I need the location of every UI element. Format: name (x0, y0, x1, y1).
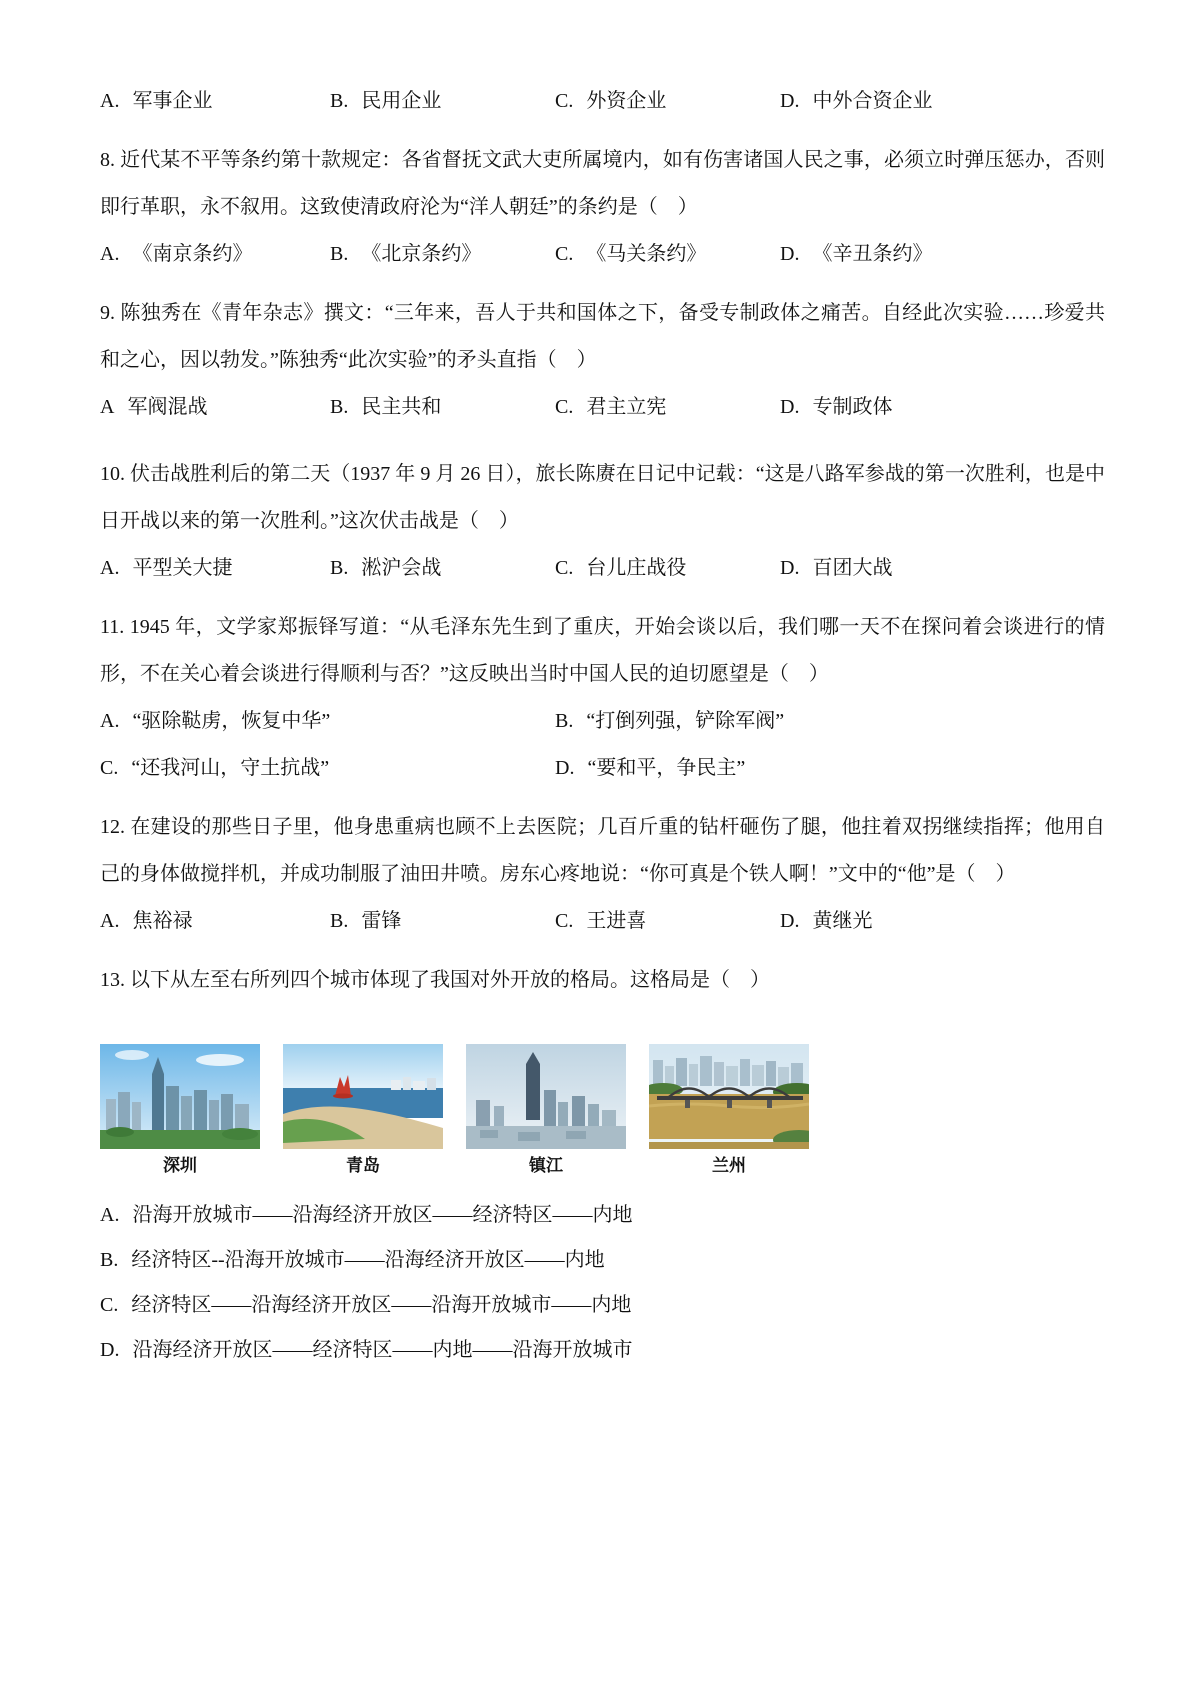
option-label: C. (100, 757, 119, 779)
q11-stem: 11. 1945 年，文学家郑振铎写道：“从毛泽东先生到了重庆，开始会谈以后，我们哪一天不在探问着会谈进行的情形，不在关心着会谈进行得顺利与否？”这反映出当时中国人民的迫切愿望是（ ） (100, 616, 1105, 685)
option-label: C. (555, 557, 574, 579)
option-text: 经济特区——沿海经济开放区——沿海开放城市——内地 (131, 1294, 632, 1316)
option-label: A. (100, 910, 120, 932)
option-text: 中外合资企业 (812, 90, 933, 112)
option-label: B. (330, 396, 349, 418)
q11-options-row-2 (100, 745, 1105, 792)
city-label-zhenjiang: 镇江 (529, 1156, 563, 1175)
q8-option-d (780, 231, 1105, 278)
q12-option-a (100, 898, 330, 945)
q11-option-c (100, 745, 555, 792)
option-label: D. (780, 90, 800, 112)
question-12 (100, 804, 1105, 945)
option-text: 军事企业 (132, 90, 213, 112)
q7-option-b (330, 78, 555, 125)
q11-options-row-1 (100, 698, 1105, 745)
q9-option-c (555, 384, 780, 431)
option-text: 淞沪会战 (361, 557, 442, 579)
option-text: 黄继光 (812, 910, 873, 932)
option-label: D. (100, 1339, 120, 1361)
q13-options (100, 1193, 1105, 1373)
city-label-qingdao: 青岛 (346, 1156, 380, 1175)
q12-stem: 12. 在建设的那些日子里，他身患重病也顾不上去医院；几百斤重的钻杆砸伤了腿，他拄着双拐继续指挥；他用自己的身体做搅拌机，并成功制服了油田井喷。房东心疼地说：“你可真是个铁人啊！”文中的“他”是（ ） (100, 816, 1105, 885)
q13-stem: 13. 以下从左至右所列四个城市体现了我国对外开放的格局。这格局是（ ） (100, 969, 770, 991)
city-figure-zhenjiang (466, 1044, 626, 1177)
city-label-lanzhou: 兰州 (712, 1156, 746, 1175)
option-label: C. (555, 243, 574, 265)
question-13 (100, 957, 1105, 1373)
question-9 (100, 290, 1105, 431)
option-text: 《北京条约》 (361, 243, 482, 265)
option-label: D. (555, 757, 575, 779)
q10-options (100, 545, 1105, 592)
q7-option-d (780, 78, 1105, 125)
option-label: B. (330, 90, 349, 112)
q13-option-a (100, 1193, 1105, 1238)
q9-option-a (100, 384, 330, 431)
q9-options (100, 384, 1105, 431)
city-figure-qingdao (283, 1044, 443, 1177)
q12-option-d (780, 898, 1105, 945)
option-label: C. (555, 396, 574, 418)
option-label: B. (330, 557, 349, 579)
option-text: 百团大战 (812, 557, 893, 579)
question-10 (100, 451, 1105, 592)
option-label: B. (100, 1249, 119, 1271)
option-label: C. (555, 910, 574, 932)
q8-stem: 8. 近代某不平等条约第十款规定：各省督抚文武大吏所属境内，如有伤害诸国人民之事，必须立时弹压惩办，否则即行革职，永不叙用。这致使清政府沦为“洋人朝廷”的条约是（ ） (100, 149, 1105, 218)
option-text: 民主共和 (361, 396, 442, 418)
option-text: 王进喜 (586, 910, 647, 932)
option-label: A (100, 396, 115, 418)
q9-option-b (330, 384, 555, 431)
option-text: 《辛丑条约》 (812, 243, 933, 265)
q7-option-c (555, 78, 780, 125)
q11-option-d (555, 745, 1105, 792)
city-photos (100, 1044, 1105, 1177)
option-text: “打倒列强，铲除军阀” (586, 710, 785, 732)
q8-options (100, 231, 1105, 278)
city-figure-lanzhou (649, 1044, 809, 1177)
option-label: A. (100, 243, 120, 265)
option-text: “驱除鞑虏，恢复中华” (132, 710, 331, 732)
q13-option-c (100, 1283, 1105, 1328)
option-text: 沿海经济开放区——经济特区——内地——沿海开放城市 (132, 1339, 633, 1361)
q10-option-b (330, 545, 555, 592)
option-label: A. (100, 90, 120, 112)
q11-option-a (100, 698, 555, 745)
option-label: A. (100, 1204, 120, 1226)
option-text: 君主立宪 (586, 396, 667, 418)
option-text: 平型关大捷 (132, 557, 233, 579)
zhenjiang-city-photo (466, 1044, 626, 1149)
q13-option-d (100, 1328, 1105, 1373)
q11-option-b (555, 698, 1105, 745)
q10-option-d (780, 545, 1105, 592)
option-text: 专制政体 (812, 396, 893, 418)
option-label: C. (555, 90, 574, 112)
option-text: 台儿庄战役 (586, 557, 687, 579)
q9-stem: 9. 陈独秀在《青年杂志》撰文：“三年来，吾人于共和国体之下，备受专制政体之痛苦。自经此次实验……珍爱共和之心，因以勃发。”陈独秀“此次实验”的矛头直指（ ） (100, 302, 1105, 371)
option-text: 军阀混战 (127, 396, 208, 418)
option-text: 沿海开放城市——沿海经济开放区——经济特区——内地 (132, 1204, 633, 1226)
q8-option-c (555, 231, 780, 278)
question-8 (100, 137, 1105, 278)
option-text: 《马关条约》 (586, 243, 707, 265)
city-figure-shenzhen (100, 1044, 260, 1177)
q12-option-c (555, 898, 780, 945)
q8-option-a (100, 231, 330, 278)
option-label: D. (780, 910, 800, 932)
lanzhou-city-photo (649, 1044, 809, 1149)
option-label: C. (100, 1294, 119, 1316)
city-label-shenzhen: 深圳 (163, 1156, 197, 1175)
option-label: A. (100, 557, 120, 579)
qingdao-city-photo (283, 1044, 443, 1149)
option-text: 《南京条约》 (132, 243, 253, 265)
option-label: B. (555, 710, 574, 732)
question-7-options (100, 78, 1105, 125)
option-label: D. (780, 396, 800, 418)
question-11 (100, 604, 1105, 792)
q12-options (100, 898, 1105, 945)
q7-option-a (100, 78, 330, 125)
option-label: A. (100, 710, 120, 732)
q13-option-b (100, 1238, 1105, 1283)
option-text: 焦裕禄 (132, 910, 193, 932)
option-label: D. (780, 243, 800, 265)
q10-stem: 10. 伏击战胜利后的第二天（1937 年 9 月 26 日），旅长陈赓在日记中记载：“这是八路军参战的第一次胜利，也是中日开战以来的第一次胜利。”这次伏击战是（ ） (100, 463, 1105, 532)
option-text: 外资企业 (586, 90, 667, 112)
option-label: B. (330, 243, 349, 265)
option-text: 民用企业 (361, 90, 442, 112)
q10-option-a (100, 545, 330, 592)
shenzhen-city-photo (100, 1044, 260, 1149)
q8-option-b (330, 231, 555, 278)
option-text: 经济特区--沿海开放城市——沿海经济开放区——内地 (131, 1249, 605, 1271)
option-label: D. (780, 557, 800, 579)
q10-option-c (555, 545, 780, 592)
q12-option-b (330, 898, 555, 945)
option-text: 雷锋 (361, 910, 402, 932)
q9-option-d (780, 384, 1105, 431)
option-label: B. (330, 910, 349, 932)
option-text: “要和平，争民主” (587, 757, 746, 779)
option-text: “还我河山，守土抗战” (131, 757, 330, 779)
